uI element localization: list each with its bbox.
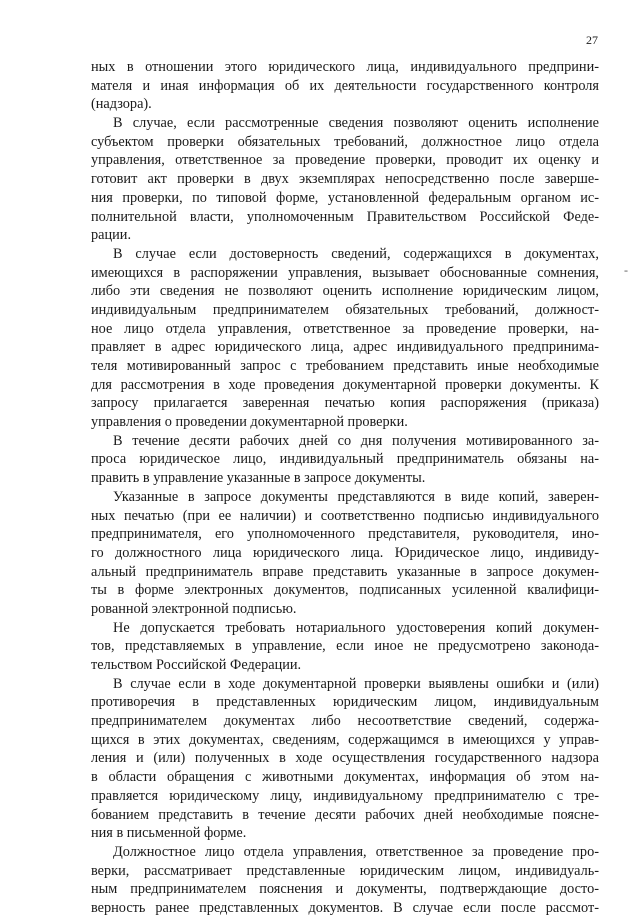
text-line: тов, представляемых в управление, если иное не предусмотрено законода-	[91, 638, 599, 655]
text-line: ным предпринимателем пояснения и документы, подтверждающие досто-	[91, 881, 599, 898]
text-line: проса юридическое лицо, индивидуальный предприниматель обязаны на-	[91, 451, 599, 468]
paragraph	[91, 432, 599, 488]
text-line: мателя и иная информация об их деятельности государственного контроля	[91, 77, 599, 94]
text-line: В случае если в ходе документарной проверки выявлены ошибки и (или)	[113, 675, 599, 692]
text-line: индивидуальным предпринимателем обязательных требований, должност-	[91, 301, 599, 318]
document-body	[91, 58, 599, 918]
text-line: противоречия в представленных юридическим лицом, индивидуальным	[91, 694, 599, 711]
page-number: 27	[586, 33, 598, 47]
text-line: альный предприниматель вправе представить указанные в запросе докумен-	[91, 563, 599, 580]
text-line: рации.	[91, 227, 132, 244]
text-line: имеющихся в распоряжении управления, вызывает обоснованные сомнения,	[91, 264, 599, 281]
text-line: Должностное лицо отдела управления, ответственное за проведение про-	[113, 843, 599, 860]
text-line: В случае если достоверность сведений, содержащихся в документах,	[113, 245, 599, 262]
text-line: щихся в этих документах, сведениям, содержащимся в имеющихся у управ-	[91, 731, 599, 748]
text-line: ния проверки, по типовой форме, установленной федеральным органом ис-	[91, 189, 599, 206]
paragraph	[91, 58, 599, 114]
paragraph	[91, 843, 599, 918]
text-line: субъектом проверки обязательных требований, должностное лицо отдела	[91, 133, 599, 150]
text-line: либо эти сведения не позволяют оценить исполнение юридическим лицом,	[91, 283, 599, 300]
text-line: го должностного лица юридического лица. Юридическое лицо, индивиду-	[91, 544, 599, 561]
text-line: править в управление указанные в запросе документы.	[91, 470, 426, 487]
text-line: верность ранее представленных документов. В случае если после рассмот-	[91, 899, 599, 916]
text-line: управления о проведении документарной проверки.	[91, 414, 408, 431]
text-line: полнительной власти, уполномоченным Правительством Российской Феде-	[91, 208, 599, 225]
text-line: верки, рассматривает представленные юридическим лицом, индивидуаль-	[91, 862, 599, 879]
paragraph	[91, 619, 599, 675]
text-line: предпринимателя, его уполномоченного представителя, руководителя, ино-	[91, 526, 599, 543]
text-line: тельством Российской Федерации.	[91, 657, 302, 673]
text-line: запросу прилагается заверенная печатью копия распоряжения (приказа)	[91, 395, 599, 412]
text-line: в области обращения с животными документах, информация об этом на-	[91, 769, 599, 786]
paragraph	[91, 114, 599, 245]
text-line: правляется юридическому лицу, индивидуальному предпринимателю с тре-	[91, 787, 599, 804]
text-line: управления, ответственное за проведение проверки, проводит их оценку и	[91, 152, 599, 169]
text-line: ты в форме электронных документов, подписанных усиленной квалифици-	[91, 582, 599, 599]
text-line: ния в письменной форме.	[91, 825, 247, 842]
text-line: теля мотивированный запрос с требованием представить иные необходимые	[91, 358, 599, 374]
text-line: для рассмотрения в ходе проведения документарной проверки документы. К	[91, 376, 599, 393]
text-line: Не допускается требовать нотариального удостоверения копий докумен-	[113, 619, 599, 636]
text-line: бованием представить в течение десяти рабочих дней необходимые поясне-	[91, 806, 599, 823]
text-line: предпринимателем документах либо несоответствие сведений, содержа-	[91, 713, 599, 730]
text-line: рованной электронной подписью.	[91, 600, 297, 617]
paragraph	[91, 675, 599, 843]
text-line: (надзора).	[91, 96, 152, 113]
text-line: ных печатью (при ее наличии) и соответственно подписью индивидуального	[91, 507, 599, 524]
text-line: ных в отношении этого юридического лица, индивидуального предприни-	[91, 59, 599, 75]
text-line: ное лицо отдела управления, ответственное за проведение проверки, на-	[91, 320, 599, 337]
text-line: Указанные в запросе документы представляются в виде копий, заверен-	[113, 488, 599, 505]
margin-mark: -	[624, 263, 628, 277]
paragraph	[91, 488, 599, 619]
text-line: готовит акт проверки в двух экземплярах непосредственно после заверше-	[91, 171, 599, 188]
paragraph	[91, 245, 599, 432]
text-line: ления и (или) полученных в ходе осуществления государственного надзора	[91, 750, 599, 767]
text-line: правляет в адрес юридического лица, адрес индивидуального предпринима-	[91, 339, 599, 356]
text-line: В течение десяти рабочих дней со дня получения мотивированного за-	[113, 432, 599, 449]
text-line: В случае, если рассмотренные сведения позволяют оценить исполнение	[113, 115, 599, 132]
